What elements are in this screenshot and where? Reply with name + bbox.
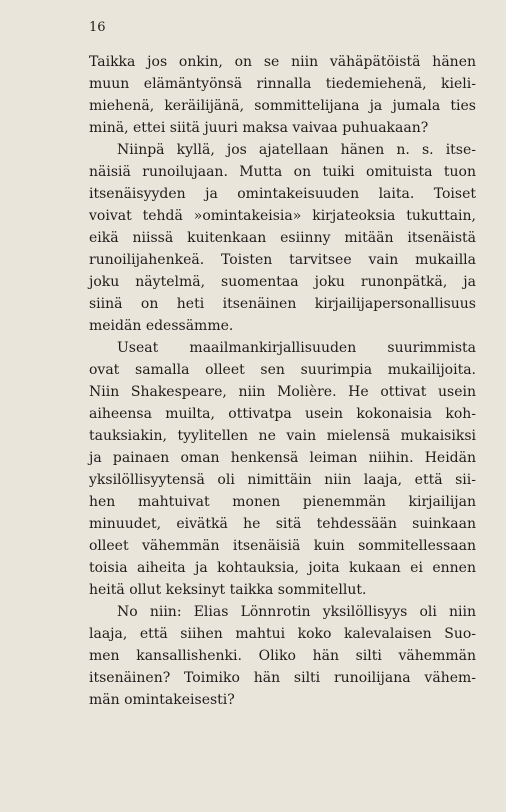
body-text <box>89 51 503 711</box>
text-line: minuudet, eivätkä he sitä tehdessään suinkaan <box>89 516 476 532</box>
page-number: 16 <box>89 20 106 35</box>
text-line: muun elämäntyönsä rinnalla tiedemiehenä, kieli- <box>89 76 476 92</box>
text-line: Niinpä kyllä, jos ajatellaan hänen n. s. itse- <box>117 142 476 158</box>
text-line: itsenäisyyden ja omintakeisuuden laita. Toiset <box>89 186 476 202</box>
text-line: män omintakeisesti? <box>89 692 235 708</box>
text-line: toisia aiheita ja kohtauksia, joita kukaan ei ennen <box>89 560 476 576</box>
text-line: olleet vähemmän itsenäisiä kuin sommitellessaan <box>89 538 476 554</box>
text-line: eikä niissä kuitenkaan esiinny mitään itsenäistä <box>89 230 476 246</box>
text-line: heitä ollut keksinyt taikka sommitellut. <box>89 582 367 598</box>
text-line: minä, ettei siitä juuri maksa vaivaa puhuakaan? <box>89 120 429 136</box>
text-line: men kansallishenki. Oliko hän silti vähemmän <box>89 648 476 664</box>
text-line: näisiä runoilujaan. Mutta on tuiki omituista tuon <box>89 164 476 180</box>
text-line: aiheensa muilta, ottivatpa usein kokonaisia koh- <box>89 406 476 422</box>
text-line: Useat maailmankirjallisuuden suurimmista <box>117 340 476 356</box>
text-line: meidän edessämme. <box>89 318 234 334</box>
text-line: itsenäinen? Toimiko hän silti runoilijana vähem- <box>89 670 476 686</box>
text-line: Niin Shakespeare, niin Molière. He ottivat usein <box>89 384 476 400</box>
text-line: hen mahtuivat monen pienemmän kirjailijan <box>89 494 476 510</box>
text-line: runoilijahenkeä. Toisten tarvitsee vain mukailla <box>89 252 476 268</box>
text-line: yksilöllisyytensä oli nimittäin niin laaja, että sii- <box>89 472 476 488</box>
text-line: siinä on heti itsenäinen kirjailijapersonallisuus <box>89 296 476 312</box>
text-line: No niin: Elias Lönnrotin yksilöllisyys oli niin <box>117 604 476 620</box>
text-line: ja painaen oman henkensä leiman niihin. Heidän <box>89 450 476 466</box>
text-line: tauksiakin, tyylitellen ne vain mielensä mukaisiksi <box>89 428 476 444</box>
text-line: laaja, että siihen mahtui koko kalevalaisen Suo- <box>89 626 476 642</box>
text-line: Taikka jos onkin, on se niin vähäpätöistä hänen <box>89 54 476 70</box>
text-line: joku näytelmä, suomentaa joku runonpätkä, ja <box>89 274 476 290</box>
text-line: miehenä, keräilijänä, sommittelijana ja jumala ties <box>89 98 476 114</box>
text-line: voivat tehdä »omintakeisia» kirjateoksia tukuttain, <box>89 208 476 224</box>
text-line: ovat samalla olleet sen suurimpia mukailijoita. <box>89 362 476 378</box>
